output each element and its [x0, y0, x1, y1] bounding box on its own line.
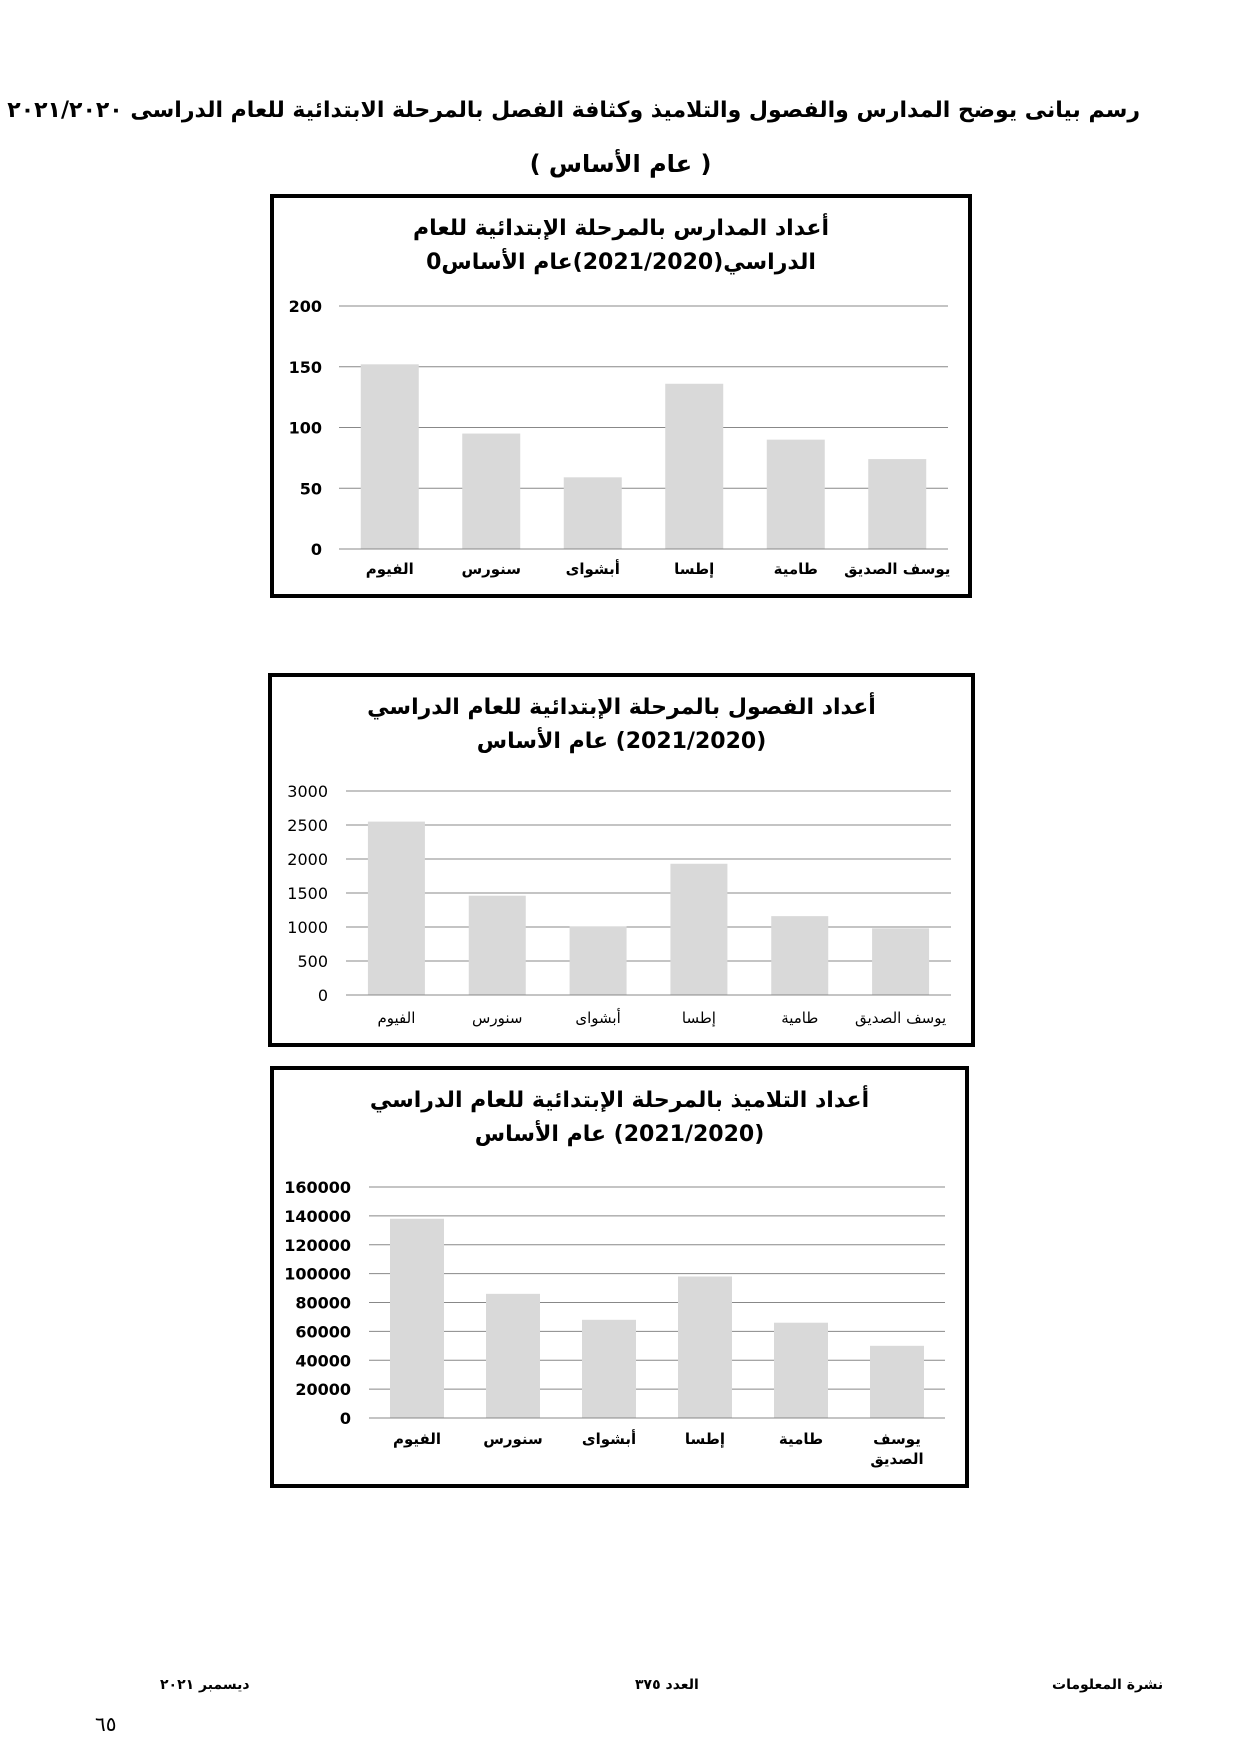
- footer-issue: العدد ٣٧٥: [635, 1677, 699, 1693]
- classes-bar: [771, 916, 828, 995]
- schools-bar: [868, 459, 926, 549]
- classes-bar: [570, 926, 627, 995]
- students-chart: [270, 1066, 969, 1488]
- students-bar: [390, 1219, 444, 1418]
- schools-bar: [361, 364, 419, 549]
- students-ytick-label: 100000: [284, 1264, 351, 1284]
- students-category-label: أبشواى: [581, 1430, 637, 1448]
- schools-category-label: أبشواى: [565, 560, 620, 578]
- page-number: ٦٥: [95, 1712, 117, 1736]
- classes-ytick-label: 1500: [287, 884, 328, 903]
- classes-category-label: الفيوم: [377, 1009, 416, 1027]
- students-category-label: يوسف: [873, 1430, 921, 1448]
- classes-category-label: أبشواى: [575, 1009, 621, 1027]
- schools-ytick-label: 100: [288, 418, 322, 438]
- schools-chart-title-line-1: أعداد المدارس بالمرحلة الإبتدائية للعام: [412, 216, 829, 241]
- schools-chart: [270, 194, 972, 598]
- schools-category-label: يوسف الصديق: [844, 560, 951, 578]
- students-category-label: الفيوم: [392, 1430, 442, 1448]
- students-chart-title-line-1: أعداد التلاميذ بالمرحلة الإبتدائية للعام الدراسي: [369, 1088, 870, 1113]
- classes-chart-title-line-1: أعداد الفصول بالمرحلة الإبتدائية للعام الدراسي: [367, 695, 876, 720]
- page-subtitle: ( عام الأساس ): [529, 150, 712, 178]
- schools-chart-plot: [274, 198, 968, 594]
- schools-bar: [665, 384, 723, 549]
- schools-category-label: سنورس: [461, 560, 522, 578]
- students-ytick-label: 40000: [295, 1351, 351, 1371]
- schools-category-label: الفيوم: [365, 560, 414, 578]
- schools-ytick-label: 0: [310, 540, 322, 559]
- students-bar: [486, 1294, 540, 1418]
- classes-bar: [469, 896, 526, 995]
- students-ytick-label: 120000: [284, 1235, 351, 1255]
- classes-ytick-label: 0: [317, 986, 328, 1005]
- schools-ytick-label: 50: [299, 479, 322, 499]
- students-category-label: إطسا: [684, 1430, 726, 1448]
- students-ytick-label: 20000: [295, 1380, 351, 1400]
- classes-ytick-label: 2000: [287, 850, 328, 869]
- students-chart-title-line-2: (2021/2020) عام الأساس: [474, 1122, 765, 1147]
- classes-ytick-label: 2500: [287, 816, 328, 835]
- students-ytick-label: 80000: [295, 1293, 351, 1313]
- classes-category-label: إطسا: [681, 1009, 716, 1027]
- footer-publication: نشرة المعلومات: [1052, 1677, 1164, 1693]
- students-bar: [678, 1277, 732, 1418]
- students-ytick-label: 140000: [284, 1206, 351, 1226]
- classes-ytick-label: 3000: [287, 782, 328, 801]
- students-chart-plot: [274, 1070, 965, 1484]
- page-title: رسم بيانى يوضح المدارس والفصول والتلاميذ وكثافة الفصل بالمرحلة الابتدائية للعام الدراسى ٢٠٢١/٢٠٢٠: [7, 98, 1140, 123]
- classes-category-label: يوسف الصديق: [855, 1009, 947, 1027]
- classes-ytick-label: 1000: [287, 918, 328, 937]
- classes-category-label: سنورس: [472, 1009, 523, 1027]
- classes-bar: [670, 864, 727, 995]
- schools-bar: [564, 477, 622, 549]
- classes-ytick-label: 500: [297, 952, 328, 971]
- students-bar: [774, 1323, 828, 1418]
- students-ytick-label: 0: [339, 1409, 351, 1428]
- classes-chart-title-line-2: (2021/2020) عام الأساس: [476, 729, 767, 754]
- classes-category-label: طامية: [781, 1009, 819, 1027]
- students-ytick-label: 60000: [295, 1322, 351, 1342]
- schools-category-label: إطسا: [674, 560, 715, 578]
- students-bar: [582, 1320, 636, 1418]
- footer-date: ديسمبر ٢٠٢١: [160, 1677, 250, 1693]
- classes-chart: [268, 673, 975, 1047]
- schools-category-label: طامية: [773, 560, 818, 578]
- students-bar: [870, 1346, 924, 1418]
- schools-chart-title-line-2: الدراسي(2021/2020)عام الأساس0: [426, 250, 816, 275]
- schools-bar: [767, 440, 825, 549]
- schools-ytick-label: 200: [288, 297, 322, 316]
- classes-bar: [872, 928, 929, 995]
- schools-bar: [462, 434, 520, 549]
- students-category-label: سنورس: [483, 1430, 543, 1448]
- students-category-label: الصديق: [870, 1450, 924, 1468]
- classes-chart-plot: [272, 677, 971, 1043]
- schools-ytick-label: 150: [288, 357, 322, 377]
- students-category-label: طامية: [778, 1430, 824, 1448]
- students-ytick-label: 160000: [284, 1178, 351, 1197]
- classes-bar: [368, 822, 425, 995]
